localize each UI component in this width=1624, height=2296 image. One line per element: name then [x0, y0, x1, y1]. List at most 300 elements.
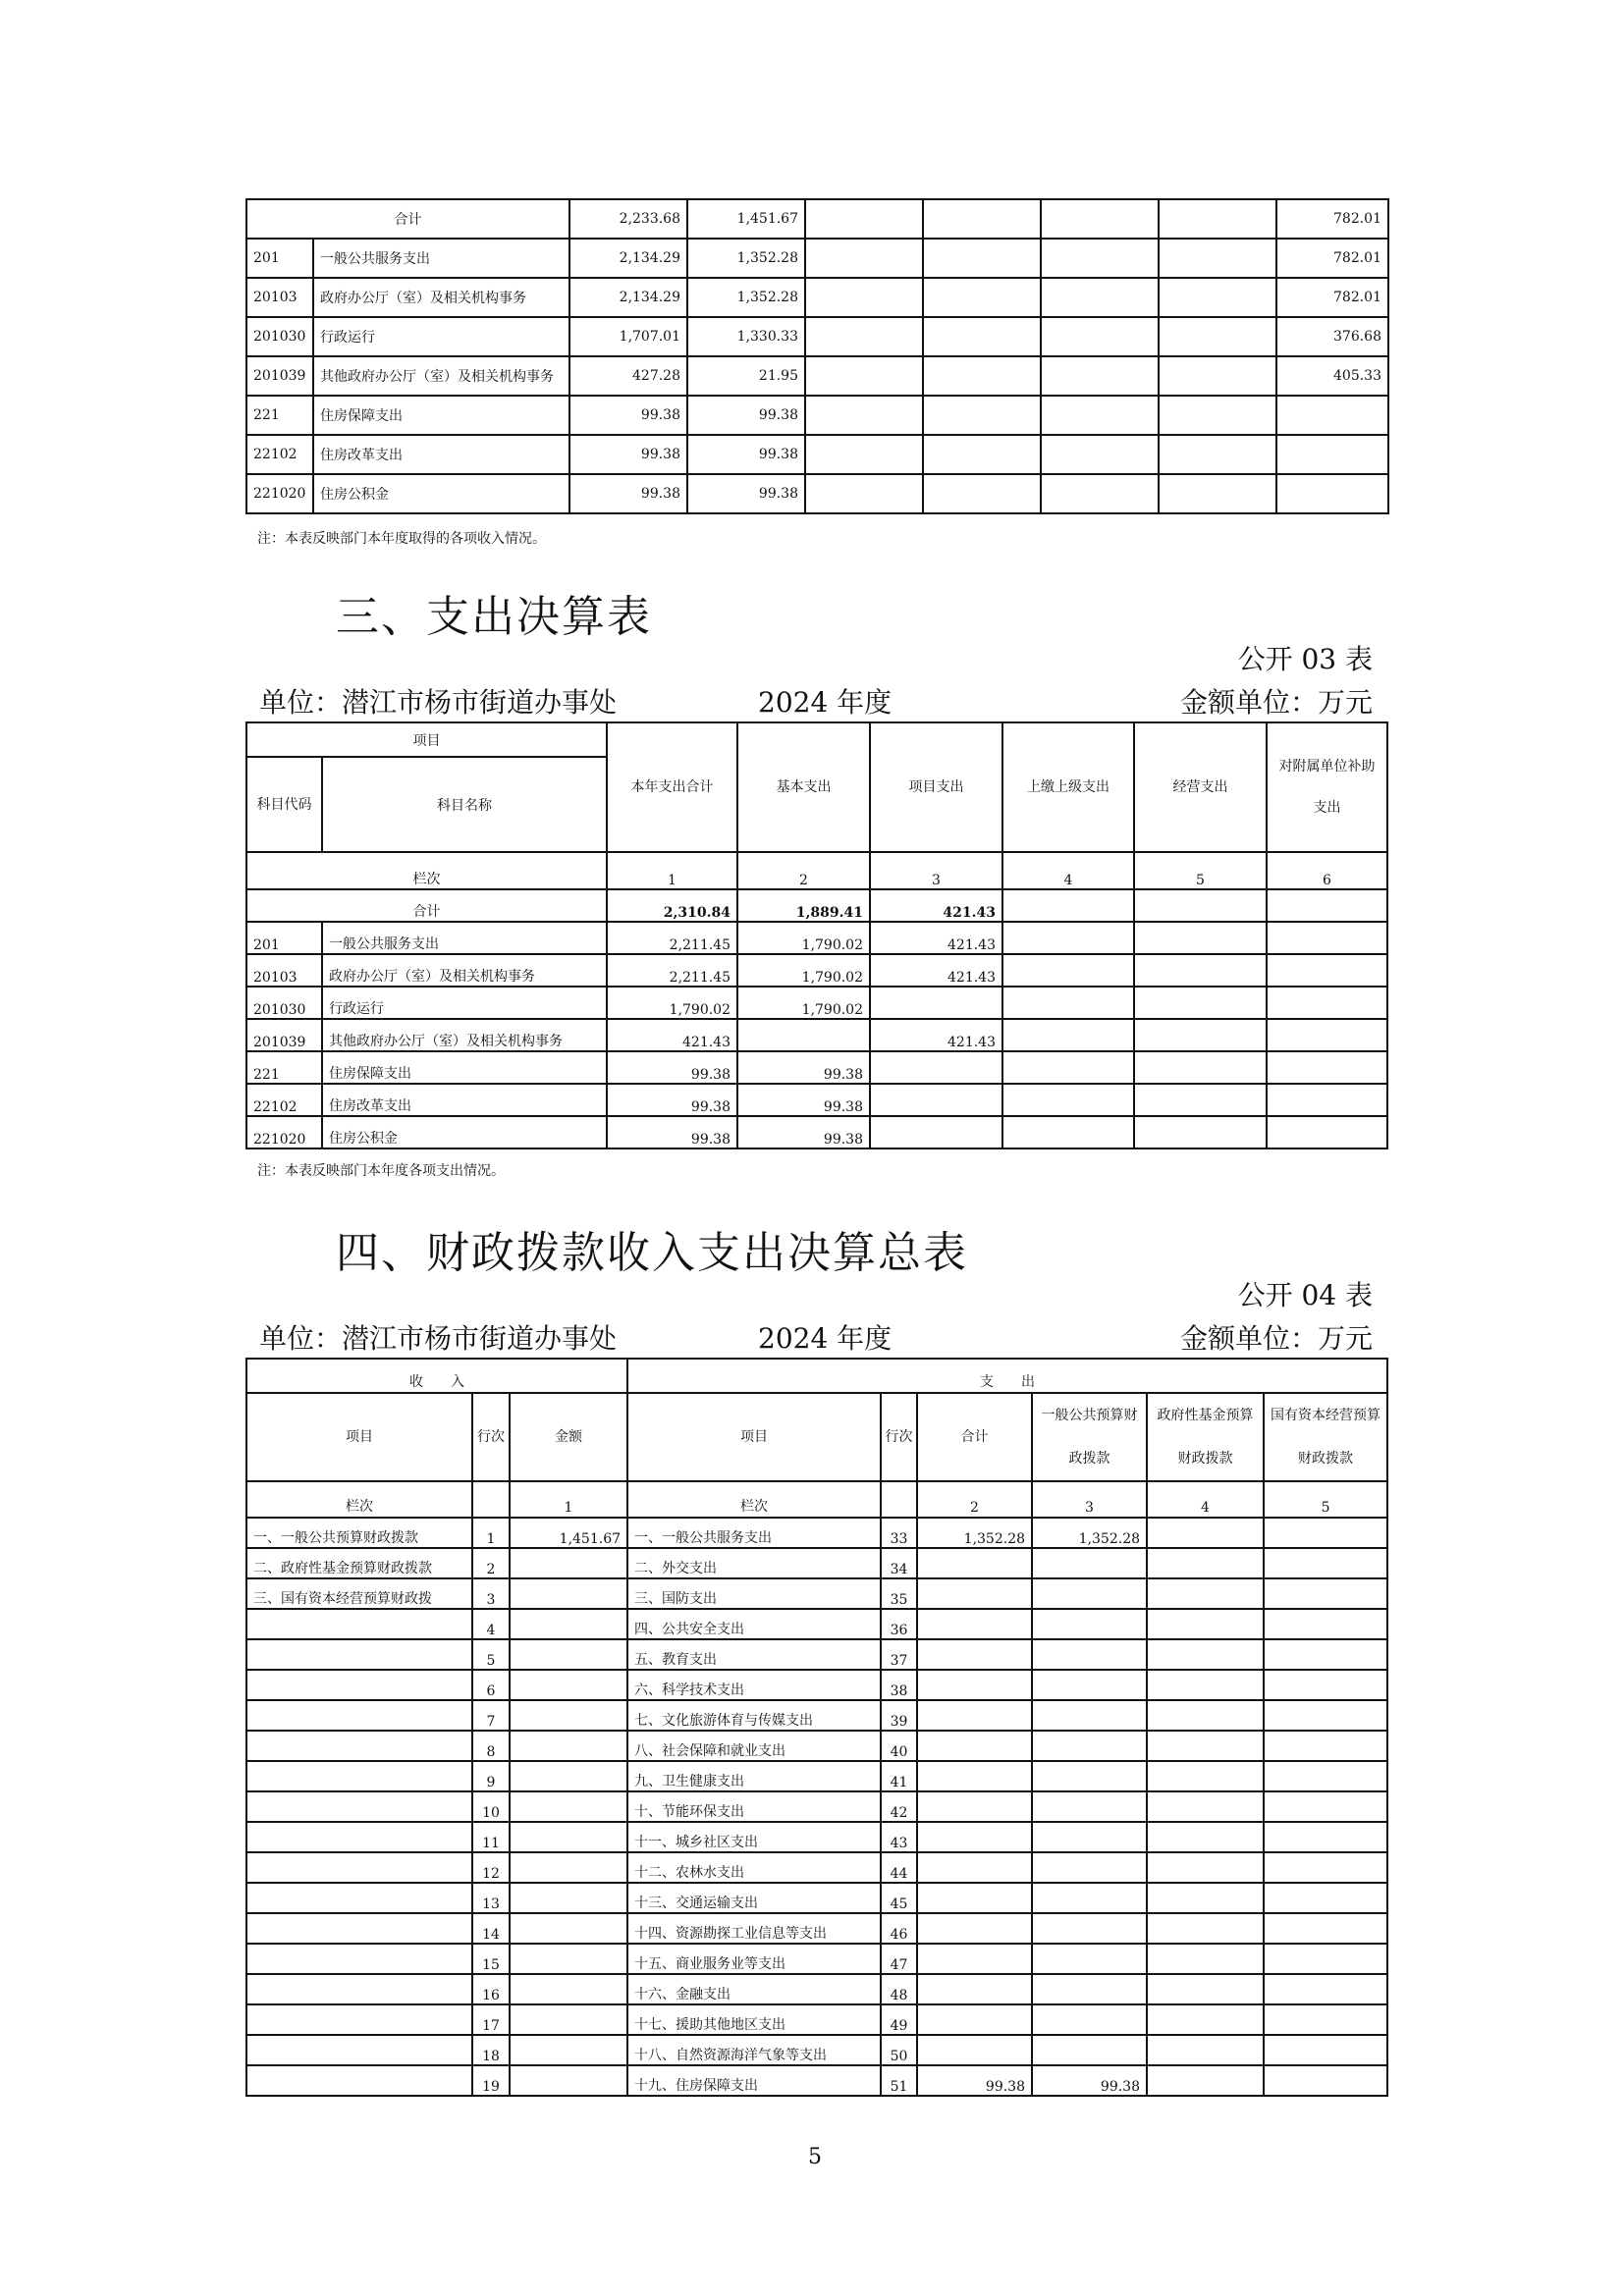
- income-header: 收 入: [246, 1359, 627, 1393]
- subject-code: 221: [246, 1051, 322, 1084]
- state-capital-amount: [1264, 1974, 1387, 2004]
- income-item: [246, 1944, 472, 1974]
- income-amount: [510, 1700, 627, 1731]
- amount: 376.68: [1276, 317, 1388, 356]
- income-amount: [510, 2004, 627, 2035]
- state-capital-amount: [1264, 1578, 1387, 1609]
- income-amount: [510, 1822, 627, 1852]
- expense-item: 二、外交支出: [627, 1548, 881, 1578]
- income-item: [246, 1822, 472, 1852]
- total-amount: [917, 1731, 1032, 1761]
- amount: [1002, 1051, 1134, 1084]
- amount: [1159, 239, 1276, 278]
- expense-item: 十、节能环保支出: [627, 1791, 881, 1822]
- income-amount: [510, 1609, 627, 1639]
- amount: [1002, 1084, 1134, 1116]
- amount: [1276, 474, 1388, 513]
- amount: [737, 1019, 870, 1051]
- gov-fund-amount: [1147, 1518, 1264, 1548]
- state-capital-amount: [1264, 1518, 1387, 1548]
- subject-name: 其他政府办公厅（室）及相关机构事务: [313, 356, 569, 396]
- total-amount: [917, 1670, 1032, 1700]
- state-capital-amount: [1264, 1609, 1387, 1639]
- gov-fund-amount: [1147, 1944, 1264, 1974]
- total-amount: [917, 1578, 1032, 1609]
- amount: [805, 278, 923, 317]
- state-capital-amount: [1264, 1852, 1387, 1883]
- general-budget-amount: [1032, 1822, 1147, 1852]
- amount: [1267, 1084, 1387, 1116]
- table-row: [246, 1670, 1387, 1700]
- total-amount: [917, 2004, 1032, 2035]
- column-number: 6: [1267, 852, 1387, 889]
- income-item: 二、政府性基金预算财政拨款: [246, 1548, 472, 1578]
- line-number: 35: [881, 1578, 917, 1609]
- amount: [1041, 435, 1159, 474]
- amount: [1134, 1116, 1267, 1148]
- income-item: [246, 1791, 472, 1822]
- amount: [805, 239, 923, 278]
- column-number: 1: [607, 852, 737, 889]
- amount: [1134, 1051, 1267, 1084]
- total-row: [246, 199, 1388, 239]
- table-row: [246, 1883, 1387, 1913]
- subject-name: 住房公积金: [313, 474, 569, 513]
- amount: 1,352.28: [687, 239, 805, 278]
- amount: [1041, 317, 1159, 356]
- expense-item: 十五、商业服务业等支出: [627, 1944, 881, 1974]
- table-row: [246, 1944, 1387, 1974]
- amount: [1002, 987, 1134, 1019]
- column-header: 一般公共预算财政拨款: [1032, 1393, 1147, 1481]
- expense-item: 六、科学技术支出: [627, 1670, 881, 1700]
- general-budget-amount: [1032, 1761, 1147, 1791]
- currency-label: 金额单位：万元: [1179, 686, 1373, 719]
- table-row: [246, 954, 1387, 987]
- subject-code: 201: [246, 922, 322, 954]
- total-value: [1159, 199, 1276, 239]
- expense-item: 十三、交通运输支出: [627, 1883, 881, 1913]
- column-number: 4: [1002, 852, 1134, 889]
- table-row: [246, 1761, 1387, 1791]
- income-item: [246, 1974, 472, 2004]
- section4-title: 四、财政拨款收入支出决算总表: [336, 1228, 968, 1278]
- amount: 1,790.02: [737, 954, 870, 987]
- amount: 99.38: [687, 474, 805, 513]
- total-amount: [917, 1609, 1032, 1639]
- column-label: 栏次: [627, 1481, 881, 1518]
- amount: [1267, 987, 1387, 1019]
- section3-title: 三、支出决算表: [336, 592, 652, 642]
- table-row: [246, 1051, 1387, 1084]
- amount: 1,352.28: [687, 278, 805, 317]
- total-value: [1134, 889, 1267, 922]
- amount: [1267, 1116, 1387, 1148]
- gov-fund-amount: [1147, 1822, 1264, 1852]
- amount: [923, 356, 1041, 396]
- amount: [1002, 954, 1134, 987]
- amount: [1267, 954, 1387, 987]
- expense-item: 十六、金融支出: [627, 1974, 881, 2004]
- column-header: 经营支出: [1134, 722, 1267, 852]
- amount: [805, 435, 923, 474]
- amount: 99.38: [607, 1116, 737, 1148]
- income-amount: [510, 1944, 627, 1974]
- total-value: 2,233.68: [569, 199, 687, 239]
- line-number: 5: [472, 1639, 510, 1670]
- income-item: [246, 1883, 472, 1913]
- income-amount: [510, 1639, 627, 1670]
- amount: [1159, 278, 1276, 317]
- column-header: 项目: [246, 1393, 472, 1481]
- table-row: [246, 1700, 1387, 1731]
- column-header: 国有资本经营预算财政拨款: [1264, 1393, 1387, 1481]
- table-row: [246, 1084, 1387, 1116]
- column-header: 本年支出合计: [607, 722, 737, 852]
- income-item: 三、国有资本经营预算财政拨: [246, 1578, 472, 1609]
- line-number: 36: [881, 1609, 917, 1639]
- subject-name: 住房保障支出: [313, 396, 569, 435]
- gov-fund-amount: [1147, 2065, 1264, 2096]
- total-value: 1,889.41: [737, 889, 870, 922]
- income-amount: [510, 1761, 627, 1791]
- total-amount: [917, 1548, 1032, 1578]
- amount: [1041, 278, 1159, 317]
- header-row: [246, 1359, 1387, 1393]
- table-cell: [881, 1481, 917, 1518]
- amount: [1159, 474, 1276, 513]
- column-header: 项目支出: [870, 722, 1002, 852]
- amount: 99.38: [607, 1084, 737, 1116]
- line-number: 19: [472, 2065, 510, 2096]
- amount: 2,134.29: [569, 278, 687, 317]
- table-row: [246, 1609, 1387, 1639]
- amount: 421.43: [870, 954, 1002, 987]
- state-capital-amount: [1264, 1639, 1387, 1670]
- table-row: [246, 317, 1388, 356]
- expense-item: 九、卫生健康支出: [627, 1761, 881, 1791]
- income-amount: [510, 1548, 627, 1578]
- line-number: 51: [881, 2065, 917, 2096]
- unit-label: 单位：潜江市杨市街道办事处: [259, 686, 618, 719]
- expense-item: 四、公共安全支出: [627, 1609, 881, 1639]
- subject-name: 一般公共服务支出: [313, 239, 569, 278]
- subject-name: 政府办公厅（室）及相关机构事务: [313, 278, 569, 317]
- amount: 1,790.02: [737, 987, 870, 1019]
- amount: 1,707.01: [569, 317, 687, 356]
- total-value: 782.01: [1276, 199, 1388, 239]
- amount: [870, 1116, 1002, 1148]
- expense-item: 十二、农林水支出: [627, 1852, 881, 1883]
- gov-fund-amount: [1147, 2004, 1264, 2035]
- line-number: 18: [472, 2035, 510, 2065]
- amount: [1041, 474, 1159, 513]
- total-amount: [917, 1852, 1032, 1883]
- amount: [1134, 987, 1267, 1019]
- total-amount: [917, 1700, 1032, 1731]
- subject-code: 20103: [246, 278, 313, 317]
- subject-code: 20103: [246, 954, 322, 987]
- column-header: 政府性基金预算财政拨款: [1147, 1393, 1264, 1481]
- line-number: 6: [472, 1670, 510, 1700]
- state-capital-amount: [1264, 1761, 1387, 1791]
- table-row: [246, 435, 1388, 474]
- subject-code: 201: [246, 239, 313, 278]
- column-number: 1: [510, 1481, 627, 1518]
- line-number: 44: [881, 1852, 917, 1883]
- amount: [1159, 317, 1276, 356]
- income-item: [246, 1852, 472, 1883]
- table-row: [246, 2004, 1387, 2035]
- expense-item: 八、社会保障和就业支出: [627, 1731, 881, 1761]
- expense-header: 支 出: [627, 1359, 1387, 1393]
- header-code: 科目代码: [246, 757, 322, 852]
- general-budget-amount: 99.38: [1032, 2065, 1147, 2096]
- line-number: 9: [472, 1761, 510, 1791]
- amount: 1,790.02: [607, 987, 737, 1019]
- column-header: 上缴上级支出: [1002, 722, 1134, 852]
- line-number: 40: [881, 1731, 917, 1761]
- subject-name: 住房保障支出: [322, 1051, 607, 1084]
- table-row: [246, 1974, 1387, 2004]
- table-row: [246, 1639, 1387, 1670]
- amount: 1,330.33: [687, 317, 805, 356]
- table-row: [246, 1852, 1387, 1883]
- table-row: [246, 396, 1388, 435]
- gov-fund-amount: [1147, 1700, 1264, 1731]
- subject-code: 201030: [246, 987, 322, 1019]
- amount: 427.28: [569, 356, 687, 396]
- general-budget-amount: [1032, 1639, 1147, 1670]
- amount: [1134, 922, 1267, 954]
- amount: [1041, 356, 1159, 396]
- header-row: [246, 722, 1387, 757]
- column-label: 栏次: [246, 1481, 472, 1518]
- table-row: [246, 2035, 1387, 2065]
- state-capital-amount: [1264, 2004, 1387, 2035]
- state-capital-amount: [1264, 1944, 1387, 1974]
- amount: 2,211.45: [607, 954, 737, 987]
- general-budget-amount: [1032, 1974, 1147, 2004]
- state-capital-amount: [1264, 1822, 1387, 1852]
- table-row: [246, 356, 1388, 396]
- gov-fund-amount: [1147, 2035, 1264, 2065]
- subject-code: 221020: [246, 474, 313, 513]
- table1-note: 注：本表反映部门本年度取得的各项收入情况。: [257, 531, 546, 547]
- state-capital-amount: [1264, 2065, 1387, 2096]
- subject-code: 221: [246, 396, 313, 435]
- total-amount: [917, 1822, 1032, 1852]
- line-number: 10: [472, 1791, 510, 1822]
- total-amount: 99.38: [917, 2065, 1032, 2096]
- total-value: [1267, 889, 1387, 922]
- gov-fund-amount: [1147, 1974, 1264, 2004]
- table-row: [246, 1518, 1387, 1548]
- amount: 99.38: [569, 435, 687, 474]
- income-item: [246, 2065, 472, 2096]
- amount: [1002, 1116, 1134, 1148]
- line-number: 2: [472, 1548, 510, 1578]
- total-value: 2,310.84: [607, 889, 737, 922]
- line-number: 48: [881, 1974, 917, 2004]
- income-item: [246, 1913, 472, 1944]
- income-amount: 1,451.67: [510, 1518, 627, 1548]
- amount: [923, 396, 1041, 435]
- line-number: 50: [881, 2035, 917, 2065]
- total-value: [1002, 889, 1134, 922]
- table-row: [246, 922, 1387, 954]
- line-number: 8: [472, 1731, 510, 1761]
- subject-code: 22102: [246, 435, 313, 474]
- expense-item: 五、教育支出: [627, 1639, 881, 1670]
- total-row: [246, 889, 1387, 922]
- subject-code: 201039: [246, 1019, 322, 1051]
- subject-code: 221020: [246, 1116, 322, 1148]
- general-budget-amount: [1032, 1944, 1147, 1974]
- total-value: 421.43: [870, 889, 1002, 922]
- expense-item: 十一、城乡社区支出: [627, 1822, 881, 1852]
- column-header: 合计: [917, 1393, 1032, 1481]
- gov-fund-amount: [1147, 1670, 1264, 1700]
- state-capital-amount: [1264, 2035, 1387, 2065]
- column-header: 对附属单位补助支出: [1267, 722, 1387, 852]
- income-amount: [510, 2065, 627, 2096]
- currency-label: 金额单位：万元: [1179, 1322, 1373, 1355]
- amount: [1267, 1019, 1387, 1051]
- expense-item: 十七、援助其他地区支出: [627, 2004, 881, 2035]
- general-budget-amount: [1032, 1609, 1147, 1639]
- total-value: [805, 199, 923, 239]
- expense-item: 三、国防支出: [627, 1578, 881, 1609]
- amount: [805, 474, 923, 513]
- total-amount: 1,352.28: [917, 1518, 1032, 1548]
- amount: [870, 987, 1002, 1019]
- income-item: [246, 1731, 472, 1761]
- amount: [805, 356, 923, 396]
- line-number: 43: [881, 1822, 917, 1852]
- column-number: 2: [737, 852, 870, 889]
- column-number: 2: [917, 1481, 1032, 1518]
- amount: 99.38: [569, 474, 687, 513]
- amount: 99.38: [687, 396, 805, 435]
- line-number: 3: [472, 1578, 510, 1609]
- total-value: 1,451.67: [687, 199, 805, 239]
- income-item: [246, 2035, 472, 2065]
- gov-fund-amount: [1147, 1548, 1264, 1578]
- subject-name: 住房改革支出: [322, 1084, 607, 1116]
- amount: [1041, 396, 1159, 435]
- line-number: 12: [472, 1852, 510, 1883]
- line-number: 49: [881, 2004, 917, 2035]
- amount: 421.43: [870, 922, 1002, 954]
- column-header: 行次: [472, 1393, 510, 1481]
- amount: 99.38: [607, 1051, 737, 1084]
- expense-item: 十四、资源勘探工业信息等支出: [627, 1913, 881, 1944]
- subject-name: 住房改革支出: [313, 435, 569, 474]
- subject-name: 政府办公厅（室）及相关机构事务: [322, 954, 607, 987]
- column-header: 金额: [510, 1393, 627, 1481]
- column-number: 4: [1147, 1481, 1264, 1518]
- amount: 1,790.02: [737, 922, 870, 954]
- page-number: 5: [808, 2145, 822, 2169]
- amount: 2,134.29: [569, 239, 687, 278]
- income-item: 一、一般公共预算财政拨款: [246, 1518, 472, 1548]
- total-label: 合计: [246, 889, 607, 922]
- gov-fund-amount: [1147, 1913, 1264, 1944]
- line-number: 7: [472, 1700, 510, 1731]
- total-amount: [917, 1791, 1032, 1822]
- line-number: 14: [472, 1913, 510, 1944]
- income-item: [246, 2004, 472, 2035]
- gov-fund-amount: [1147, 1761, 1264, 1791]
- expense-item: 十八、自然资源海洋气象等支出: [627, 2035, 881, 2065]
- state-capital-amount: [1264, 1700, 1387, 1731]
- amount: [1041, 239, 1159, 278]
- amount: 99.38: [737, 1084, 870, 1116]
- general-budget-amount: [1032, 1791, 1147, 1822]
- amount: [1134, 1084, 1267, 1116]
- unit-label: 单位：潜江市杨市街道办事处: [259, 1322, 618, 1355]
- amount: [923, 317, 1041, 356]
- line-number: 15: [472, 1944, 510, 1974]
- amount: [805, 396, 923, 435]
- amount: [923, 435, 1041, 474]
- subject-code: 201030: [246, 317, 313, 356]
- total-amount: [917, 1913, 1032, 1944]
- line-number: 4: [472, 1609, 510, 1639]
- general-budget-amount: [1032, 1913, 1147, 1944]
- table2-note: 注：本表反映部门本年度各项支出情况。: [257, 1163, 505, 1179]
- line-number: 1: [472, 1518, 510, 1548]
- income-amount: [510, 1731, 627, 1761]
- amount: [1002, 922, 1134, 954]
- amount: [1134, 1019, 1267, 1051]
- income-amount: [510, 1791, 627, 1822]
- total-amount: [917, 1883, 1032, 1913]
- amount: [1276, 396, 1388, 435]
- amount: [870, 1051, 1002, 1084]
- general-budget-amount: [1032, 1578, 1147, 1609]
- state-capital-amount: [1264, 1548, 1387, 1578]
- table-number: 公开 04 表: [1237, 1279, 1373, 1311]
- header-item: 项目: [246, 722, 607, 757]
- income-amount: [510, 1883, 627, 1913]
- total-amount: [917, 1761, 1032, 1791]
- total-amount: [917, 1944, 1032, 1974]
- total-value: [923, 199, 1041, 239]
- line-number: 34: [881, 1548, 917, 1578]
- expense-item: 一、一般公共服务支出: [627, 1518, 881, 1548]
- column-number: 5: [1264, 1481, 1387, 1518]
- column-number-row: [246, 1481, 1387, 1518]
- state-capital-amount: [1264, 1670, 1387, 1700]
- expenditure-table: [245, 721, 1388, 1149]
- table-row: [246, 1116, 1387, 1148]
- column-number: 3: [870, 852, 1002, 889]
- amount: [923, 474, 1041, 513]
- amount: [805, 317, 923, 356]
- column-label: 栏次: [246, 852, 607, 889]
- gov-fund-amount: [1147, 1883, 1264, 1913]
- line-number: 13: [472, 1883, 510, 1913]
- year-label: 2024 年度: [758, 1322, 893, 1355]
- income-amount: [510, 1913, 627, 1944]
- income-amount: [510, 1974, 627, 2004]
- general-budget-amount: [1032, 1731, 1147, 1761]
- table-row: [246, 2065, 1387, 2096]
- amount: [1134, 954, 1267, 987]
- gov-fund-amount: [1147, 1639, 1264, 1670]
